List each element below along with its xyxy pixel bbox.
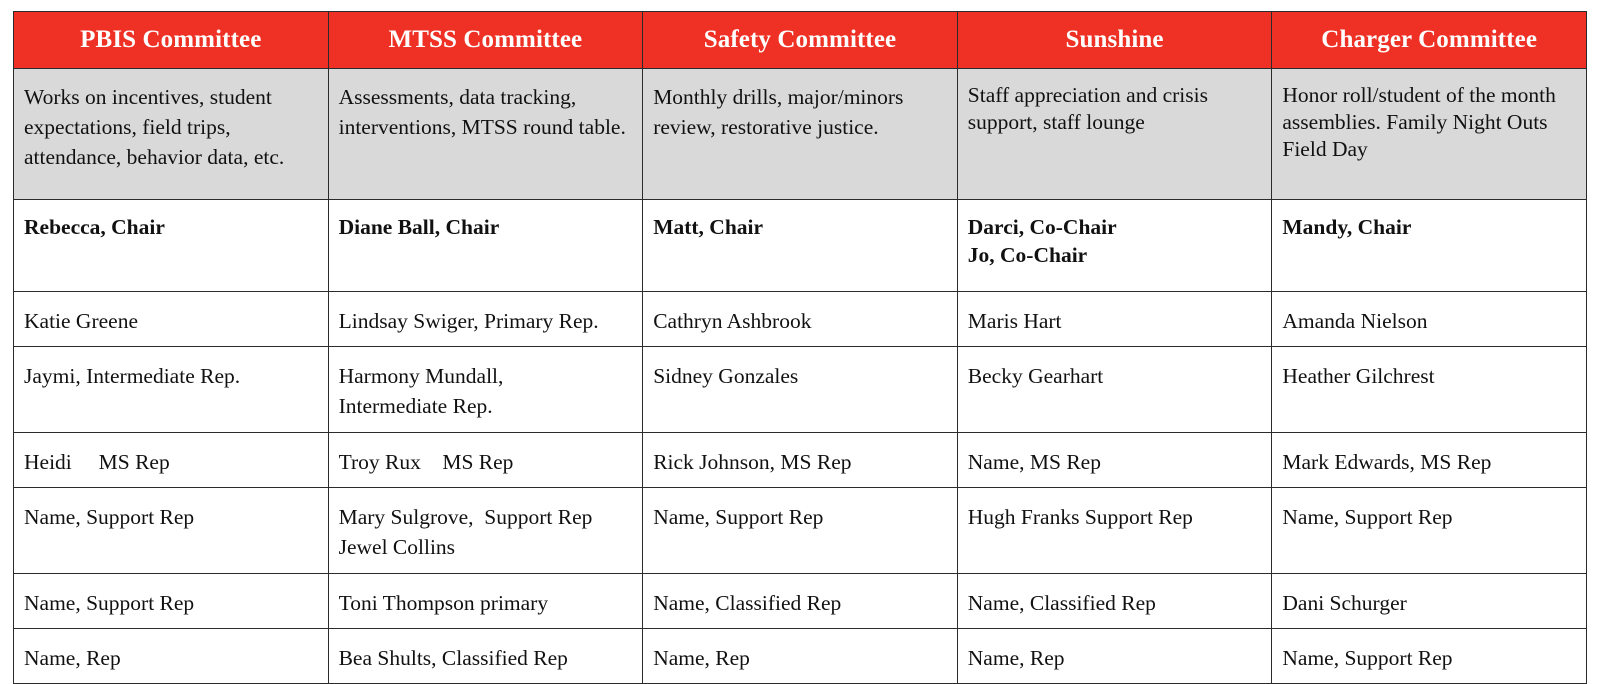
member-cell: Name, MS Rep	[957, 433, 1272, 488]
chair-name: Diane Ball, Chair	[338, 215, 500, 239]
chair-name: Matt, Chair	[653, 215, 764, 239]
member-cell: Becky Gearhart	[957, 347, 1272, 433]
member-cell: Maris Hart	[957, 292, 1272, 347]
header-charger-committee: Charger Committee	[1272, 12, 1587, 69]
member-cell: Hugh Franks Support Rep	[957, 488, 1272, 574]
description-safety: Monthly drills, major/minors review, restorative justice.	[643, 69, 958, 200]
committee-table	[13, 11, 1587, 684]
description-mtss: Assessments, data tracking, interventions, MTSS round table.	[328, 69, 643, 200]
member-cell: Heather Gilchrest	[1272, 347, 1587, 433]
member-cell: Dani Schurger	[1272, 574, 1587, 629]
chair-cell-mtss	[328, 200, 643, 292]
chair-cell-safety	[643, 200, 958, 292]
member-cell: Jaymi, Intermediate Rep.	[14, 347, 329, 433]
member-cell: Lindsay Swiger, Primary Rep.	[328, 292, 643, 347]
chair-name: Mandy, Chair	[1282, 215, 1412, 239]
member-row	[14, 488, 1587, 574]
member-cell: Name, Rep	[957, 629, 1272, 684]
member-cell: Sidney Gonzales	[643, 347, 958, 433]
member-row	[14, 347, 1587, 433]
description-pbis: Works on incentives, student expectations, field trips, attendance, behavior data, etc.	[14, 69, 329, 200]
description-charger: Honor roll/student of the month assemblies. Family Night Outs Field Day	[1272, 69, 1587, 200]
chair-cell-charger	[1272, 200, 1587, 292]
member-cell: Name, Support Rep	[643, 488, 958, 574]
member-cell: Name, Classified Rep	[643, 574, 958, 629]
chair-row	[14, 200, 1587, 292]
member-cell: Cathryn Ashbrook	[643, 292, 958, 347]
member-cell: Name, Rep	[14, 629, 329, 684]
header-mtss-committee: MTSS Committee	[328, 12, 643, 69]
description-sunshine: Staff appreciation and crisis support, staff lounge	[957, 69, 1272, 200]
chair-name: Rebecca, Chair	[24, 215, 165, 239]
member-cell: Troy Rux MS Rep	[328, 433, 643, 488]
member-row	[14, 574, 1587, 629]
chair-cell-sunshine	[957, 200, 1272, 292]
co-chair-name: Darci, Co-Chair	[967, 215, 1117, 239]
committee-header-row	[14, 12, 1587, 69]
chair-cell-pbis	[14, 200, 329, 292]
member-cell: Heidi MS Rep	[14, 433, 329, 488]
member-cell: Name, Rep	[643, 629, 958, 684]
member-cell: Name, Support Rep	[1272, 629, 1587, 684]
member-cell: Toni Thompson primary	[328, 574, 643, 629]
header-pbis-committee: PBIS Committee	[14, 12, 329, 69]
member-row	[14, 292, 1587, 347]
co-chair-name: Jo, Co-Chair	[967, 243, 1088, 267]
member-cell: Katie Greene	[14, 292, 329, 347]
header-safety-committee: Safety Committee	[643, 12, 958, 69]
member-cell: Rick Johnson, MS Rep	[643, 433, 958, 488]
member-row	[14, 433, 1587, 488]
member-cell: Name, Classified Rep	[957, 574, 1272, 629]
committee-table-sheet	[13, 11, 1586, 684]
description-row	[14, 69, 1587, 200]
member-cell: Bea Shults, Classified Rep	[328, 629, 643, 684]
member-cell: Name, Support Rep	[1272, 488, 1587, 574]
member-cell: Mark Edwards, MS Rep	[1272, 433, 1587, 488]
header-sunshine: Sunshine	[957, 12, 1272, 69]
member-row	[14, 629, 1587, 684]
member-cell: Harmony Mundall, Intermediate Rep.	[328, 347, 643, 433]
member-cell: Amanda Nielson	[1272, 292, 1587, 347]
member-cell: Name, Support Rep	[14, 488, 329, 574]
member-cell: Name, Support Rep	[14, 574, 329, 629]
member-cell: Mary Sulgrove, Support Rep Jewel Collins	[328, 488, 643, 574]
